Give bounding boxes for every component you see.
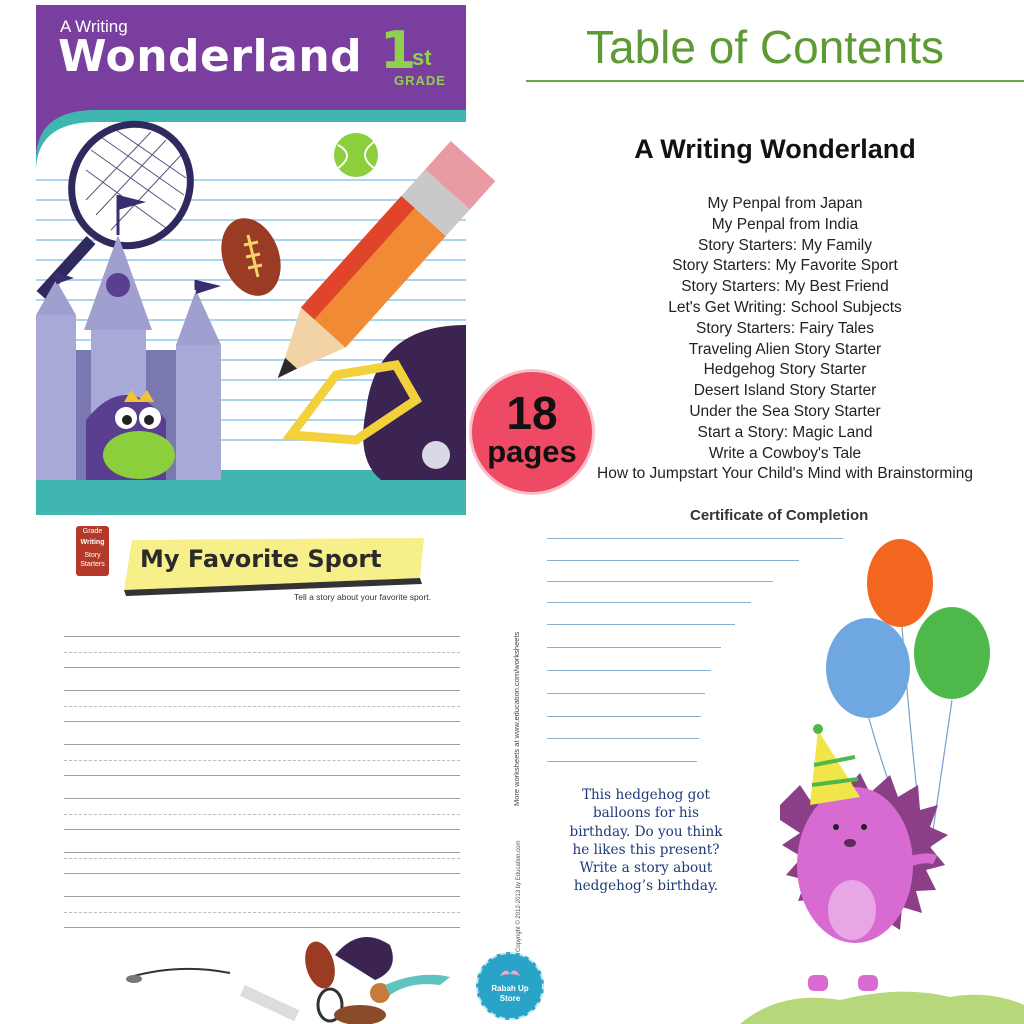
stamp-line: Rabah Up bbox=[491, 984, 529, 993]
cover-grade-word: GRADE bbox=[394, 73, 446, 88]
prompt-line: he likes this present? bbox=[572, 841, 720, 858]
bird-icon bbox=[498, 966, 522, 982]
toc-item: Under the Sea Story Starter bbox=[689, 402, 881, 420]
side-copyright-text: Copyright © 2012-2013 by Education.com bbox=[516, 840, 522, 952]
tennis-ball-icon bbox=[334, 133, 378, 177]
toc-title: Table of Contents bbox=[586, 21, 945, 73]
logo-line: Grade bbox=[82, 528, 103, 535]
sports-equipment-illustration bbox=[120, 925, 460, 1024]
toc-item: Story Starters: My Favorite Sport bbox=[672, 257, 898, 275]
toc-item: Start a Story: Magic Land bbox=[697, 423, 873, 441]
toc-item: Desert Island Story Starter bbox=[693, 382, 877, 400]
party-hat-icon bbox=[810, 730, 860, 805]
helmet-icon bbox=[335, 937, 393, 980]
toc-item: My Penpal from Japan bbox=[707, 195, 863, 212]
toc-item: Hedgehog Story Starter bbox=[703, 361, 867, 379]
toc-item: Story Starters: My Best Friend bbox=[681, 278, 889, 296]
blue-balloon-icon bbox=[826, 618, 910, 718]
toc-item: Story Starters: Fairy Tales bbox=[695, 319, 874, 337]
page-count-number: 18 bbox=[506, 387, 558, 439]
toc-item: My Penpal from India bbox=[711, 215, 859, 233]
prompt-line: Write a story about bbox=[579, 860, 713, 877]
stamp-line: Store bbox=[499, 994, 521, 1003]
hedgehog-icon bbox=[780, 724, 948, 991]
cover-grade-suffix: st bbox=[412, 45, 432, 70]
worksheet-prompt: Tell a story about your favorite sport. bbox=[294, 592, 432, 602]
cover-illustration bbox=[36, 100, 466, 515]
logo-line: Story bbox=[84, 552, 101, 559]
logo-line: Writing bbox=[80, 539, 105, 546]
worksheet-title: My Favorite Sport bbox=[140, 545, 382, 573]
worksheet-logo bbox=[76, 526, 109, 576]
cover-title: Wonderland bbox=[58, 31, 363, 82]
toc-item: Let's Get Writing: School Subjects bbox=[668, 298, 902, 316]
toc-item: Write a Cowboy's Tale bbox=[708, 444, 862, 462]
toc-divider bbox=[526, 80, 1024, 82]
toc-item-cut-off: Certificate of Completion bbox=[690, 507, 869, 524]
page-count-label: pages bbox=[487, 434, 577, 469]
toc-book-title: A Writing Wonderland bbox=[634, 134, 916, 164]
side-url-text: More worksheets at www.education.com/worksheets bbox=[512, 631, 521, 806]
page-count-badge bbox=[472, 372, 592, 492]
green-balloon-icon bbox=[914, 607, 990, 699]
toc-list bbox=[560, 194, 1010, 485]
prompt-line: hedgehog’s birthday. bbox=[573, 878, 719, 895]
hedgehog-balloons-illustration bbox=[740, 535, 1024, 1024]
store-stamp bbox=[476, 952, 544, 1020]
football-icon bbox=[300, 938, 339, 992]
book-cover bbox=[36, 5, 466, 515]
toc-item: How to Jumpstart Your Child's Mind with Brainstorming bbox=[597, 465, 973, 483]
cover-subtitle: A Writing bbox=[60, 17, 128, 36]
logo-line: Starters bbox=[80, 561, 105, 568]
orange-balloon-icon bbox=[867, 539, 933, 627]
hedgehog-story-prompt bbox=[554, 786, 738, 896]
cover-grade-number: 1 bbox=[380, 21, 417, 81]
toc-item: Story Starters: My Family bbox=[698, 236, 872, 254]
prompt-line: balloons for his bbox=[592, 805, 700, 822]
toc-item: Traveling Alien Story Starter bbox=[688, 340, 882, 358]
prompt-line: This hedgehog got bbox=[581, 787, 711, 803]
prompt-line: birthday. Do you think bbox=[569, 823, 723, 840]
